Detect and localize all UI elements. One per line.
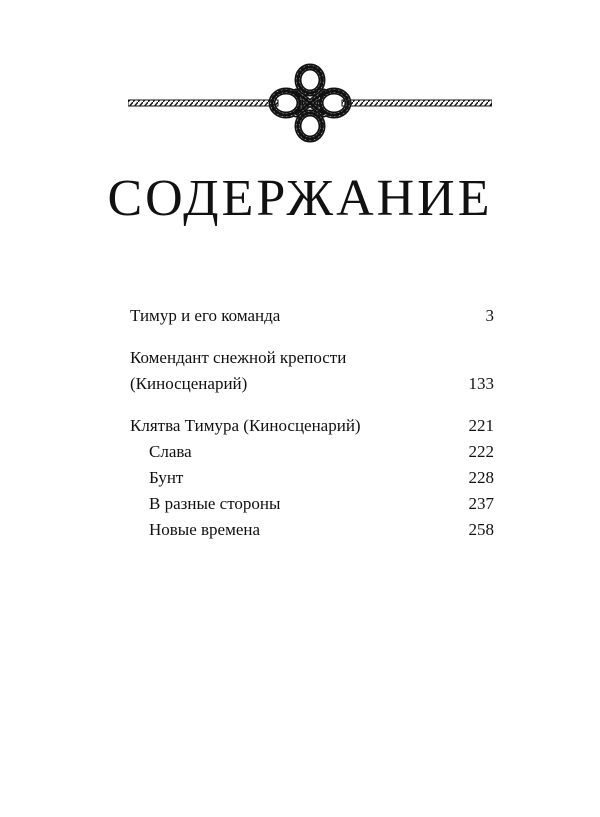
toc-subentry[interactable]: [130, 439, 494, 465]
toc-entry[interactable]: [130, 303, 494, 329]
toc-entry-page: 3: [485, 306, 494, 325]
toc-entry-page: 258: [468, 520, 494, 539]
toc-entry-title: (Киносценарий): [130, 374, 248, 393]
toc-subentry[interactable]: [130, 465, 494, 491]
table-of-contents: [130, 303, 494, 543]
rope-knot-ornament: [128, 60, 492, 160]
toc-entry-page: 228: [468, 468, 494, 487]
toc-entry-title: Новые времена: [149, 520, 261, 539]
toc-entry[interactable]: [130, 345, 494, 371]
toc-entry-title: Бунт: [149, 468, 184, 487]
toc-entry-page: 221: [468, 416, 494, 435]
toc-entry-page: 237: [468, 494, 494, 513]
toc-entry[interactable]: [130, 413, 494, 439]
toc-entry-page: 133: [468, 374, 494, 393]
toc-entry[interactable]: [130, 371, 494, 397]
toc-entry-title: Тимур и его команда: [130, 306, 281, 325]
toc-entry-title: Слава: [149, 442, 192, 461]
page-title: СОДЕРЖАНИЕ: [107, 170, 493, 227]
toc-entry-title: В разные стороны: [149, 494, 281, 513]
toc-subentry[interactable]: [130, 491, 494, 517]
toc-entry-title: Клятва Тимура (Киносценарий): [130, 416, 361, 435]
toc-entry-page: 222: [468, 442, 494, 461]
toc-entry-title: Комендант снежной крепости: [130, 348, 347, 367]
toc-subentry[interactable]: [130, 517, 494, 543]
